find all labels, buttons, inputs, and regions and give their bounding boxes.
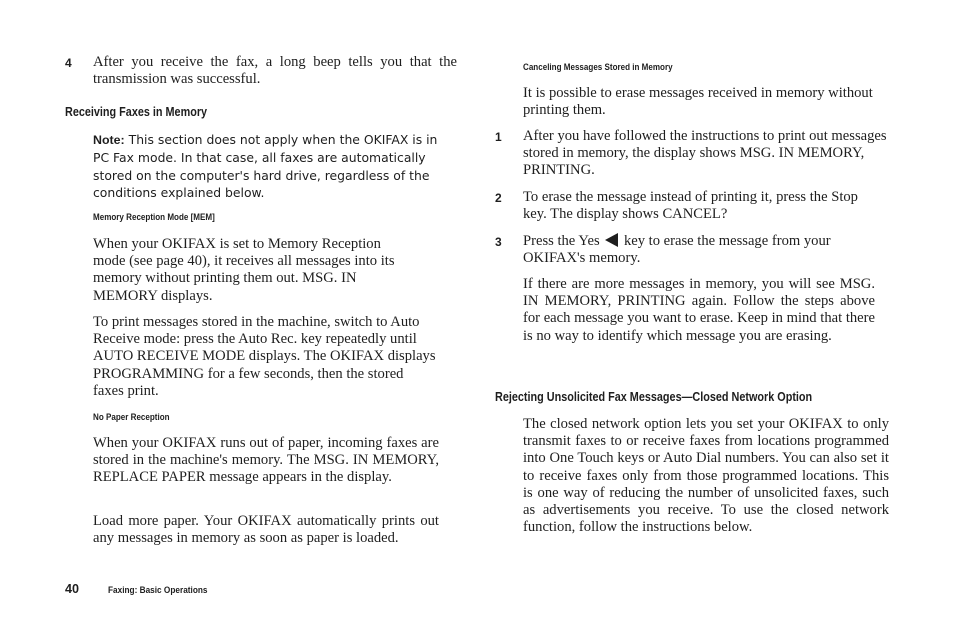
receiving-faxes-heading: Receiving Faxes in Memory (65, 105, 208, 119)
memory-reception-paragraph-1: When your OKIFAX is set to Memory Reception mode (see page 40), it receives all messages into its memory without printing them out. MSG. IN MEMORY displays. (93, 236, 395, 304)
closed-network-paragraph: The closed network option lets you set your OKIFAX to only transmit faxes to or receive faxes from locations programmed into One Touch keys or Auto Dial numbers. You can also set it to receive faxes only from those programmed locations. This is one way of reducing the number of unsolicited faxes, such as advertisements you receive. To use the closed network function, follow the instructions below. (523, 416, 889, 536)
no-paper-paragraph-1: When your OKIFAX runs out of paper, incoming faxes are stored in the machine's memory. The MSG. IN MEMORY, REPLACE PAPER message appears in the display. (93, 435, 439, 486)
footer-section-title: Faxing: Basic Operations (108, 585, 208, 596)
note-label: Note: (93, 133, 125, 147)
left-triangle-icon (605, 233, 618, 247)
step-2-text: To erase the message instead of printing it, press the Stop key. The display shows CANCEL? (523, 189, 858, 223)
no-paper-heading: No Paper Reception (93, 412, 170, 423)
step-3-text-before: Press the Yes (523, 233, 600, 249)
note-text: This section does not apply when the OKIFAX is in PC Fax mode. In that case, all faxes are automatically stored on the computer's hard drive, regardless of the conditions explained below. (93, 132, 438, 200)
closed-network-heading: Rejecting Unsolicited Fax Messages—Closed Network Option (495, 390, 813, 404)
step-number-1: 1 (495, 130, 502, 144)
canceling-intro: It is possible to erase messages received in memory without printing them. (523, 85, 873, 119)
canceling-followup: If there are more messages in memory, you will see MSG. IN MEMORY, PRINTING again. Follow the steps above for each message you want to erase. Keep in mind that there is no way to identify which message you are erasing. (523, 276, 875, 344)
note-block (93, 131, 439, 201)
step-3-text (523, 233, 873, 267)
step-number-4: 4 (65, 56, 72, 70)
memory-reception-paragraph-2: To print messages stored in the machine, switch to Auto Receive mode: press the Auto Rec. key repeatedly until AUTO RECEIVE MODE displays. The OKIFAX displays PROGRAMMING for a few seconds, then the stored faxes print. (93, 314, 436, 399)
memory-reception-heading: Memory Reception Mode [MEM] (93, 212, 215, 223)
page-number: 40 (65, 582, 80, 596)
step-1-text: After you have followed the instructions to print out messages stored in memory, the display shows MSG. IN MEMORY, PRINTING. (523, 128, 887, 179)
step-3-text-after: key to erase the message from your OKIFAX's memory. (523, 233, 831, 267)
step-number-2: 2 (495, 191, 502, 205)
step-4-text: After you receive the fax, a long beep tells you that the transmission was successful. (93, 54, 457, 88)
canceling-messages-heading: Canceling Messages Stored in Memory (523, 62, 673, 73)
no-paper-paragraph-2: Load more paper. Your OKIFAX automatically prints out any messages in memory as soon as paper is loaded. (93, 513, 439, 547)
step-number-3: 3 (495, 235, 502, 249)
